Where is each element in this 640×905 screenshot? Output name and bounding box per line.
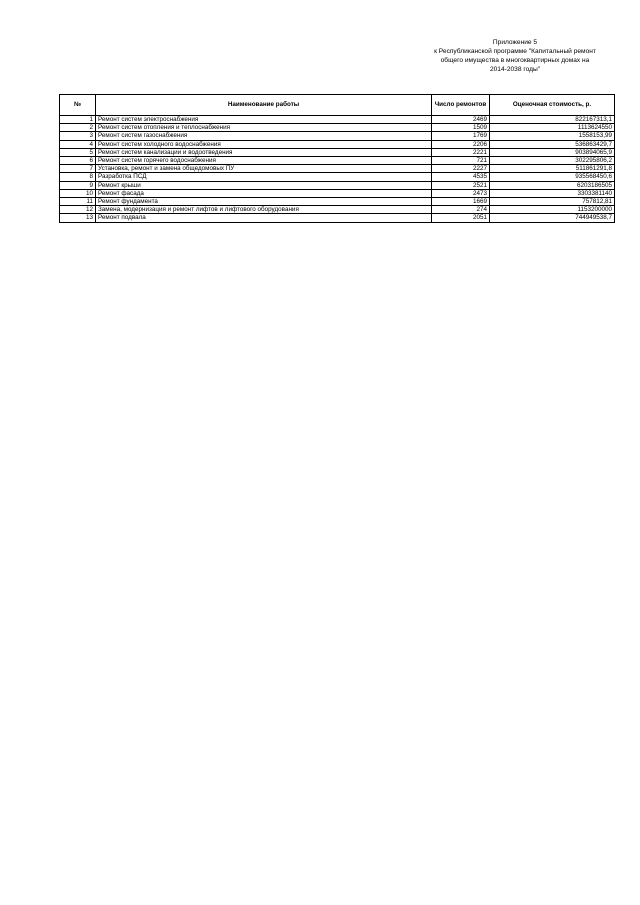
cell-count: 2206 xyxy=(432,140,490,148)
table-row xyxy=(60,140,615,148)
cell-count: 721 xyxy=(432,157,490,165)
cell-cost: 6203186505 xyxy=(490,181,615,189)
cell-name: Ремонт фасада xyxy=(96,189,432,197)
cell-cost: 1153200000 xyxy=(490,206,615,214)
cell-name: Ремонт систем горячего водоснабжения xyxy=(96,157,432,165)
table-row xyxy=(60,198,615,206)
cell-count: 2469 xyxy=(432,116,490,124)
table-row xyxy=(60,214,615,222)
cell-cost: 1558153,99 xyxy=(490,132,615,140)
table-row xyxy=(60,148,615,156)
appendix-line: Приложение 5 xyxy=(492,39,538,46)
cell-count: 2473 xyxy=(432,189,490,197)
table-row xyxy=(60,181,615,189)
table-row xyxy=(60,157,615,165)
cell-cost: 1113624550 xyxy=(490,124,615,132)
cell-cost: 935568450,6 xyxy=(490,173,615,181)
table-row xyxy=(60,206,615,214)
table-body xyxy=(60,116,615,223)
cell-name: Разработка ПСД xyxy=(96,173,432,181)
cell-num: 8 xyxy=(60,173,96,181)
header-cost: Оценочная стоимость, р. xyxy=(490,95,615,116)
cell-count: 1669 xyxy=(432,198,490,206)
cell-count: 1509 xyxy=(432,124,490,132)
cell-name: Замена, модернизация и ремонт лифтов и лифтового оборудования xyxy=(96,206,432,214)
cell-name: Установка, ремонт и замена общедомовых ПУ xyxy=(96,165,432,173)
appendix-line: общего имущества в многоквартирных домах на xyxy=(440,57,590,64)
cell-cost: 903894065,9 xyxy=(490,148,615,156)
cell-name: Ремонт фундамента xyxy=(96,198,432,206)
table-row xyxy=(60,189,615,197)
cell-name: Ремонт систем отопления и теплоснабжения xyxy=(96,124,432,132)
table-row xyxy=(60,173,615,181)
cell-cost: 757812,81 xyxy=(490,198,615,206)
cell-cost: 3303381140 xyxy=(490,189,615,197)
cell-num: 11 xyxy=(60,198,96,206)
table-row xyxy=(60,132,615,140)
cell-cost: 302295806,2 xyxy=(490,157,615,165)
table-row xyxy=(60,124,615,132)
table-header-row xyxy=(60,95,615,116)
cell-num: 1 xyxy=(60,116,96,124)
cell-name: Ремонт подвала xyxy=(96,214,432,222)
cell-num: 7 xyxy=(60,165,96,173)
cell-num: 12 xyxy=(60,206,96,214)
cell-num: 2 xyxy=(60,124,96,132)
table-row xyxy=(60,116,615,124)
cell-num: 5 xyxy=(60,148,96,156)
header-num: № xyxy=(60,95,96,116)
cell-num: 9 xyxy=(60,181,96,189)
header-name: Наименование работы xyxy=(96,95,432,116)
cell-num: 4 xyxy=(60,140,96,148)
cell-num: 3 xyxy=(60,132,96,140)
cell-num: 6 xyxy=(60,157,96,165)
cell-name: Ремонт систем газоснабжения xyxy=(96,132,432,140)
cell-count: 2227 xyxy=(432,165,490,173)
cell-count: 4535 xyxy=(432,173,490,181)
cell-num: 10 xyxy=(60,189,96,197)
cell-count: 2051 xyxy=(432,214,490,222)
cell-cost: 536863429,7 xyxy=(490,140,615,148)
cell-name: Ремонт систем холодного водоснабжения xyxy=(96,140,432,148)
cell-count: 2521 xyxy=(432,181,490,189)
cell-name: Ремонт систем электроснабжения xyxy=(96,116,432,124)
appendix-header xyxy=(400,38,630,74)
cell-name: Ремонт систем канализации и водоотведения xyxy=(96,148,432,156)
cell-count: 274 xyxy=(432,206,490,214)
cell-count: 2221 xyxy=(432,148,490,156)
works-table xyxy=(59,94,615,223)
table-row xyxy=(60,165,615,173)
cell-name: Ремонт крыши xyxy=(96,181,432,189)
cell-cost: 744949538,7 xyxy=(490,214,615,222)
cell-cost: 822167313,1 xyxy=(490,116,615,124)
cell-count: 1769 xyxy=(432,132,490,140)
cell-cost: 511861291,8 xyxy=(490,165,615,173)
cell-num: 13 xyxy=(60,214,96,222)
header-count: Число ремонтов xyxy=(432,95,490,116)
appendix-line: к Республиканской программе "Капитальный ремонт xyxy=(434,48,596,55)
appendix-line: 2014-2038 годы" xyxy=(489,66,541,73)
